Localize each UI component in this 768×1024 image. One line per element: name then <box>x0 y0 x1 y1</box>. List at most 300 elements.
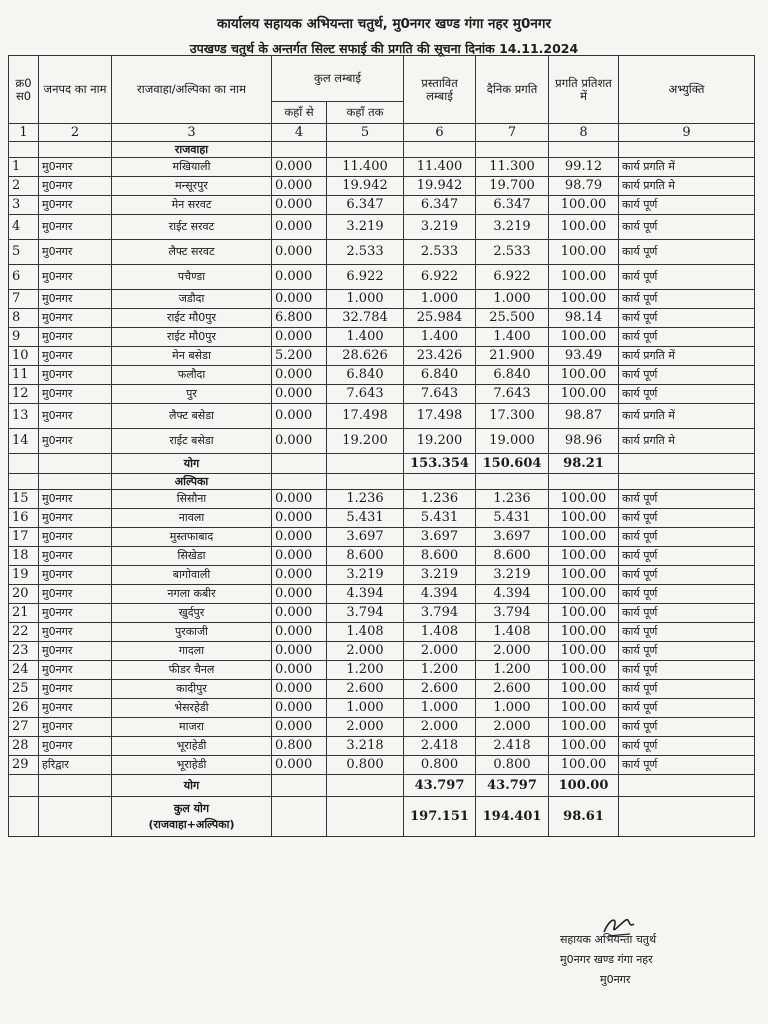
daily-progress-cell: 17.300 <box>476 404 549 429</box>
empty-cell <box>39 454 112 474</box>
from-km-cell: 0.000 <box>272 642 327 661</box>
section-row-rajwaha <box>9 142 755 158</box>
total-label: योग <box>112 775 272 797</box>
grand-total-percent: 98.61 <box>549 797 619 837</box>
proposed-length-cell: 3.219 <box>404 215 476 240</box>
daily-progress-cell: 1.000 <box>476 290 549 309</box>
serial-number: 24 <box>9 661 39 680</box>
to-km-cell: 3.219 <box>327 215 404 240</box>
district-cell: मु0नगर <box>39 385 112 404</box>
signature-designation: सहायक अभियन्ता चतुर्थ <box>560 933 657 946</box>
progress-percent-cell: 100.00 <box>549 623 619 642</box>
remark-cell: कार्य पूर्ण <box>619 718 755 737</box>
serial-number: 10 <box>9 347 39 366</box>
from-km-cell: 0.800 <box>272 737 327 756</box>
col-number: 9 <box>619 124 755 142</box>
remark-cell: कार्य पूर्ण <box>619 623 755 642</box>
proposed-length-cell: 2.000 <box>404 718 476 737</box>
remark-cell: कार्य पूर्ण <box>619 566 755 585</box>
remark-cell: कार्य पूर्ण <box>619 737 755 756</box>
serial-number: 9 <box>9 328 39 347</box>
from-km-cell: 0.000 <box>272 328 327 347</box>
progress-percent-cell: 98.87 <box>549 404 619 429</box>
proposed-length-cell: 6.347 <box>404 196 476 215</box>
empty-cell <box>9 797 39 837</box>
empty-cell <box>476 474 549 490</box>
daily-progress-cell: 8.600 <box>476 547 549 566</box>
empty-cell <box>9 775 39 797</box>
to-km-cell: 3.697 <box>327 528 404 547</box>
serial-number: 1 <box>9 158 39 177</box>
proposed-length-cell: 11.400 <box>404 158 476 177</box>
serial-number: 23 <box>9 642 39 661</box>
section-row-alpika <box>9 474 755 490</box>
from-km-cell: 0.000 <box>272 585 327 604</box>
remark-cell: कार्य पूर्ण <box>619 490 755 509</box>
from-km-cell: 0.000 <box>272 718 327 737</box>
col-header-canal: राजवाहा/अल्पिका का नाम <box>112 56 272 124</box>
to-km-cell: 11.400 <box>327 158 404 177</box>
empty-cell <box>327 797 404 837</box>
table-row <box>9 347 755 366</box>
total-daily: 150.604 <box>476 454 549 474</box>
proposed-length-cell: 23.426 <box>404 347 476 366</box>
canal-name-cell: माजरा <box>112 718 272 737</box>
col-header-proposed: प्रस्तावित लम्बाई <box>404 56 476 124</box>
from-km-cell: 5.200 <box>272 347 327 366</box>
canal-name-cell: सिखेडा <box>112 547 272 566</box>
remark-cell: कार्य पूर्ण <box>619 547 755 566</box>
daily-progress-cell: 3.219 <box>476 215 549 240</box>
district-cell: मु0नगर <box>39 528 112 547</box>
empty-cell <box>549 474 619 490</box>
proposed-length-cell: 3.697 <box>404 528 476 547</box>
to-km-cell: 6.840 <box>327 366 404 385</box>
remark-cell: कार्य पूर्ण <box>619 756 755 775</box>
table-row <box>9 585 755 604</box>
from-km-cell: 0.000 <box>272 385 327 404</box>
serial-number: 16 <box>9 509 39 528</box>
canal-name-cell: भूराहेडी <box>112 737 272 756</box>
empty-cell <box>327 454 404 474</box>
progress-percent-cell: 100.00 <box>549 528 619 547</box>
progress-percent-cell: 98.79 <box>549 177 619 196</box>
report-subheading: उपखण्ड चतुर्थ के अन्तर्गत सिल्ट सफाई की प्रगति की सूचना दिनांक 14.11.2024 <box>189 41 579 56</box>
district-cell: मु0नगर <box>39 547 112 566</box>
district-cell: मु0नगर <box>39 240 112 265</box>
to-km-cell: 3.218 <box>327 737 404 756</box>
progress-percent-cell: 100.00 <box>549 680 619 699</box>
district-cell: मु0नगर <box>39 196 112 215</box>
district-cell: मु0नगर <box>39 215 112 240</box>
daily-progress-cell: 4.394 <box>476 585 549 604</box>
table-row <box>9 177 755 196</box>
from-km-cell: 0.000 <box>272 566 327 585</box>
district-cell: मु0नगर <box>39 490 112 509</box>
proposed-length-cell: 1.000 <box>404 699 476 718</box>
table-row <box>9 699 755 718</box>
serial-number: 21 <box>9 604 39 623</box>
canal-name-cell: फलौदा <box>112 366 272 385</box>
col-number: 6 <box>404 124 476 142</box>
proposed-length-cell: 1.000 <box>404 290 476 309</box>
col-header-district: जनपद का नाम <box>39 56 112 124</box>
from-km-cell: 0.000 <box>272 699 327 718</box>
empty-cell <box>272 454 327 474</box>
empty-cell <box>619 775 755 797</box>
proposed-length-cell: 17.498 <box>404 404 476 429</box>
progress-table <box>8 55 755 837</box>
canal-name-cell: मुस्तफाबाद <box>112 528 272 547</box>
proposed-length-cell: 1.408 <box>404 623 476 642</box>
progress-percent-cell: 100.00 <box>549 509 619 528</box>
office-heading: कार्यालय सहायक अभियन्ता चतुर्थ, मु0नगर खण्ड गंगा नहर मु0नगर <box>217 16 551 32</box>
col-header-percent: प्रगति प्रतिशत में <box>549 56 619 124</box>
alpika-total-row <box>9 775 755 797</box>
empty-cell <box>619 454 755 474</box>
table-row <box>9 737 755 756</box>
proposed-length-cell: 1.200 <box>404 661 476 680</box>
serial-number: 19 <box>9 566 39 585</box>
to-km-cell: 1.400 <box>327 328 404 347</box>
empty-cell <box>39 797 112 837</box>
canal-name-cell: भूराहेडी <box>112 756 272 775</box>
grand-total-row <box>9 797 755 837</box>
empty-cell <box>404 474 476 490</box>
canal-name-cell: मन्सूरपुर <box>112 177 272 196</box>
empty-cell <box>39 775 112 797</box>
proposed-length-cell: 19.942 <box>404 177 476 196</box>
rajwaha-total-row <box>9 454 755 474</box>
remark-cell: कार्य पूर्ण <box>619 265 755 290</box>
remark-cell: कार्य पूर्ण <box>619 509 755 528</box>
table-row <box>9 290 755 309</box>
daily-progress-cell: 2.000 <box>476 642 549 661</box>
col-header-remarks: अभ्युक्ति <box>619 56 755 124</box>
daily-progress-cell: 21.900 <box>476 347 549 366</box>
to-km-cell: 1.200 <box>327 661 404 680</box>
empty-cell <box>549 142 619 158</box>
progress-percent-cell: 100.00 <box>549 718 619 737</box>
daily-progress-cell: 1.200 <box>476 661 549 680</box>
daily-progress-cell: 1.408 <box>476 623 549 642</box>
daily-progress-cell: 11.300 <box>476 158 549 177</box>
from-km-cell: 0.000 <box>272 756 327 775</box>
signature-scribble <box>600 914 640 940</box>
to-km-cell: 3.219 <box>327 566 404 585</box>
table-row <box>9 328 755 347</box>
col-number: 5 <box>327 124 404 142</box>
empty-cell <box>272 474 327 490</box>
to-km-cell: 19.942 <box>327 177 404 196</box>
table-row <box>9 509 755 528</box>
progress-percent-cell: 93.49 <box>549 347 619 366</box>
signature-place: मु0नगर <box>600 973 631 986</box>
to-km-cell: 5.431 <box>327 509 404 528</box>
to-km-cell: 8.600 <box>327 547 404 566</box>
to-km-cell: 6.347 <box>327 196 404 215</box>
daily-progress-cell: 1.000 <box>476 699 549 718</box>
empty-cell <box>619 142 755 158</box>
from-km-cell: 0.000 <box>272 404 327 429</box>
daily-progress-cell: 3.697 <box>476 528 549 547</box>
table-row <box>9 240 755 265</box>
daily-progress-cell: 2.600 <box>476 680 549 699</box>
daily-progress-cell: 19.000 <box>476 429 549 454</box>
from-km-cell: 0.000 <box>272 528 327 547</box>
serial-number: 5 <box>9 240 39 265</box>
from-km-cell: 0.000 <box>272 196 327 215</box>
remark-cell: कार्य पूर्ण <box>619 366 755 385</box>
daily-progress-cell: 1.400 <box>476 328 549 347</box>
serial-number: 18 <box>9 547 39 566</box>
from-km-cell: 0.000 <box>272 547 327 566</box>
serial-number: 15 <box>9 490 39 509</box>
serial-number: 27 <box>9 718 39 737</box>
proposed-length-cell: 19.200 <box>404 429 476 454</box>
to-km-cell: 1.000 <box>327 699 404 718</box>
progress-percent-cell: 100.00 <box>549 196 619 215</box>
from-km-cell: 0.000 <box>272 661 327 680</box>
table-row <box>9 604 755 623</box>
canal-name-cell: बागोवाली <box>112 566 272 585</box>
table-row <box>9 404 755 429</box>
empty-cell <box>327 474 404 490</box>
serial-number: 2 <box>9 177 39 196</box>
table-row <box>9 756 755 775</box>
proposed-length-cell: 6.840 <box>404 366 476 385</box>
from-km-cell: 0.000 <box>272 429 327 454</box>
from-km-cell: 0.000 <box>272 623 327 642</box>
to-km-cell: 1.000 <box>327 290 404 309</box>
daily-progress-cell: 2.533 <box>476 240 549 265</box>
canal-name-cell: गादला <box>112 642 272 661</box>
district-cell: मु0नगर <box>39 265 112 290</box>
remark-cell: कार्य पूर्ण <box>619 680 755 699</box>
daily-progress-cell: 2.418 <box>476 737 549 756</box>
from-km-cell: 0.000 <box>272 240 327 265</box>
remark-cell: कार्य पूर्ण <box>619 642 755 661</box>
canal-name-cell: पुरकाजी <box>112 623 272 642</box>
proposed-length-cell: 4.394 <box>404 585 476 604</box>
total-proposed: 43.797 <box>404 775 476 797</box>
grand-total-label-line1: कुल योग <box>173 802 210 816</box>
remark-cell: कार्य पूर्ण <box>619 528 755 547</box>
serial-number: 7 <box>9 290 39 309</box>
canal-name-cell: नावला <box>112 509 272 528</box>
remark-cell: कार्य पूर्ण <box>619 215 755 240</box>
empty-cell <box>327 775 404 797</box>
district-cell: मु0नगर <box>39 699 112 718</box>
district-cell: मु0नगर <box>39 309 112 328</box>
to-km-cell: 0.800 <box>327 756 404 775</box>
canal-name-cell: जडौदा <box>112 290 272 309</box>
table-row <box>9 642 755 661</box>
canal-name-cell: राईट मौ0पुर <box>112 328 272 347</box>
to-km-cell: 2.600 <box>327 680 404 699</box>
district-cell: मु0नगर <box>39 642 112 661</box>
district-cell: मु0नगर <box>39 347 112 366</box>
from-km-cell: 0.000 <box>272 215 327 240</box>
canal-name-cell: राईट बसेडा <box>112 429 272 454</box>
progress-percent-cell: 100.00 <box>549 490 619 509</box>
to-km-cell: 2.000 <box>327 642 404 661</box>
empty-cell <box>619 797 755 837</box>
district-cell: मु0नगर <box>39 604 112 623</box>
col-number: 3 <box>112 124 272 142</box>
canal-name-cell: राईट मौ0पुर <box>112 309 272 328</box>
district-cell: हरिद्वार <box>39 756 112 775</box>
column-number-row <box>9 124 755 142</box>
progress-percent-cell: 100.00 <box>549 366 619 385</box>
daily-progress-cell: 25.500 <box>476 309 549 328</box>
district-cell: मु0नगर <box>39 566 112 585</box>
grand-total-label <box>112 797 272 837</box>
table-row <box>9 429 755 454</box>
empty-cell <box>39 474 112 490</box>
daily-progress-cell: 3.219 <box>476 566 549 585</box>
empty-cell <box>619 474 755 490</box>
to-km-cell: 2.000 <box>327 718 404 737</box>
district-cell: मु0नगर <box>39 509 112 528</box>
table-row <box>9 566 755 585</box>
table-row <box>9 196 755 215</box>
canal-name-cell: सिसौना <box>112 490 272 509</box>
from-km-cell: 0.000 <box>272 265 327 290</box>
from-km-cell: 0.000 <box>272 604 327 623</box>
empty-cell <box>404 142 476 158</box>
progress-percent-cell: 100.00 <box>549 737 619 756</box>
table-row <box>9 547 755 566</box>
signature-division: मु0नगर खण्ड गंगा नहर <box>560 953 653 966</box>
proposed-length-cell: 2.533 <box>404 240 476 265</box>
canal-name-cell: मेन सरवट <box>112 196 272 215</box>
total-label: योग <box>112 454 272 474</box>
progress-percent-cell: 100.00 <box>549 240 619 265</box>
proposed-length-cell: 2.600 <box>404 680 476 699</box>
proposed-length-cell: 2.418 <box>404 737 476 756</box>
proposed-length-cell: 3.794 <box>404 604 476 623</box>
empty-cell <box>9 474 39 490</box>
table-row <box>9 623 755 642</box>
proposed-length-cell: 1.400 <box>404 328 476 347</box>
canal-name-cell: फीडर चैनल <box>112 661 272 680</box>
from-km-cell: 0.000 <box>272 490 327 509</box>
district-cell: मु0नगर <box>39 585 112 604</box>
remark-cell: कार्य पूर्ण <box>619 604 755 623</box>
daily-progress-cell: 1.236 <box>476 490 549 509</box>
district-cell: मु0नगर <box>39 404 112 429</box>
col-number: 7 <box>476 124 549 142</box>
section-label: राजवाहा <box>112 142 272 158</box>
canal-name-cell: भेसरहेडी <box>112 699 272 718</box>
progress-percent-cell: 98.96 <box>549 429 619 454</box>
table-row <box>9 490 755 509</box>
table-row <box>9 215 755 240</box>
daily-progress-cell: 7.643 <box>476 385 549 404</box>
remark-cell: कार्य पूर्ण <box>619 661 755 680</box>
table-row <box>9 158 755 177</box>
from-km-cell: 0.000 <box>272 509 327 528</box>
progress-percent-cell: 100.00 <box>549 604 619 623</box>
empty-cell <box>39 142 112 158</box>
to-km-cell: 19.200 <box>327 429 404 454</box>
progress-percent-cell: 98.14 <box>549 309 619 328</box>
from-km-cell: 6.800 <box>272 309 327 328</box>
progress-percent-cell: 100.00 <box>549 566 619 585</box>
canal-name-cell: मेन बसेडा <box>112 347 272 366</box>
proposed-length-cell: 3.219 <box>404 566 476 585</box>
from-km-cell: 0.000 <box>272 158 327 177</box>
serial-number: 3 <box>9 196 39 215</box>
table-row <box>9 661 755 680</box>
serial-number: 22 <box>9 623 39 642</box>
remark-cell: कार्य पूर्ण <box>619 196 755 215</box>
serial-number: 29 <box>9 756 39 775</box>
total-proposed: 153.354 <box>404 454 476 474</box>
remark-cell: कार्य पूर्ण <box>619 699 755 718</box>
daily-progress-cell: 3.794 <box>476 604 549 623</box>
col-number: 2 <box>39 124 112 142</box>
canal-name-cell: लैफ्ट बसेडा <box>112 404 272 429</box>
canal-name-cell: पुर <box>112 385 272 404</box>
district-cell: मु0नगर <box>39 718 112 737</box>
empty-cell <box>272 797 327 837</box>
table-row <box>9 366 755 385</box>
col-number: 4 <box>272 124 327 142</box>
col-header-total-length: कुल लम्बाई <box>272 56 404 102</box>
to-km-cell: 3.794 <box>327 604 404 623</box>
serial-number: 11 <box>9 366 39 385</box>
serial-number: 12 <box>9 385 39 404</box>
district-cell: मु0नगर <box>39 429 112 454</box>
proposed-length-cell: 2.000 <box>404 642 476 661</box>
progress-percent-cell: 100.00 <box>549 385 619 404</box>
grand-total-daily: 194.401 <box>476 797 549 837</box>
from-km-cell: 0.000 <box>272 366 327 385</box>
serial-number: 14 <box>9 429 39 454</box>
district-cell: मु0नगर <box>39 177 112 196</box>
from-km-cell: 0.000 <box>272 177 327 196</box>
remark-cell: कार्य प्रगति में <box>619 347 755 366</box>
to-km-cell: 1.236 <box>327 490 404 509</box>
col-header-to: कहाँ तक <box>327 102 404 124</box>
district-cell: मु0नगर <box>39 290 112 309</box>
table-row <box>9 680 755 699</box>
daily-progress-cell: 6.347 <box>476 196 549 215</box>
empty-cell <box>272 142 327 158</box>
empty-cell <box>272 775 327 797</box>
remark-cell: कार्य प्रगति में <box>619 158 755 177</box>
serial-number: 8 <box>9 309 39 328</box>
table-row <box>9 309 755 328</box>
daily-progress-cell: 6.922 <box>476 265 549 290</box>
remark-cell: कार्य प्रगति मे <box>619 177 755 196</box>
remark-cell: कार्य पूर्ण <box>619 240 755 265</box>
serial-number: 13 <box>9 404 39 429</box>
to-km-cell: 6.922 <box>327 265 404 290</box>
daily-progress-cell: 0.800 <box>476 756 549 775</box>
remark-cell: कार्य पूर्ण <box>619 309 755 328</box>
to-km-cell: 2.533 <box>327 240 404 265</box>
to-km-cell: 4.394 <box>327 585 404 604</box>
remark-cell: कार्य पूर्ण <box>619 290 755 309</box>
remark-cell: कार्य पूर्ण <box>619 328 755 347</box>
signature-block <box>560 930 656 990</box>
remark-cell: कार्य प्रगति मे <box>619 429 755 454</box>
to-km-cell: 28.626 <box>327 347 404 366</box>
district-cell: मु0नगर <box>39 328 112 347</box>
